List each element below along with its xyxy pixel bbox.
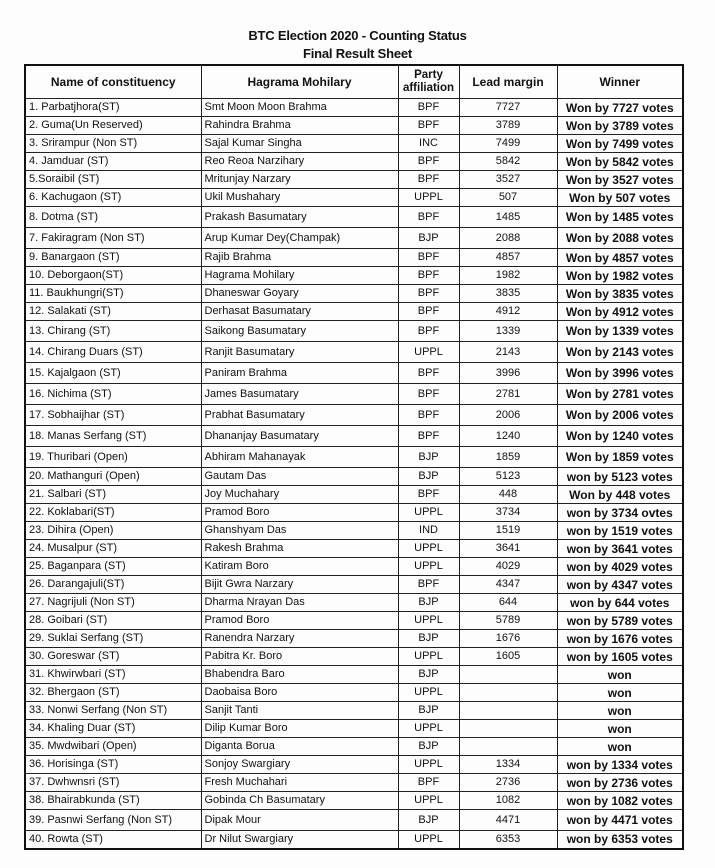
constituency-cell: 4. Jamduar (ST): [25, 153, 201, 171]
sheet-title: BTC Election 2020 - Counting Status: [248, 28, 467, 43]
winner-cell: Won by 3835 votes: [557, 285, 683, 303]
lead-margin-cell: 4471: [459, 810, 557, 831]
candidate-cell: Katiram Boro: [201, 558, 398, 576]
constituency-cell: 1. Parbatjhora(ST): [25, 99, 201, 117]
table-row: [25, 486, 683, 504]
table-row: [25, 504, 683, 522]
table-row: [25, 426, 683, 447]
header-constituency: Name of constituency: [25, 65, 201, 99]
candidate-cell: James Basumatary: [201, 384, 398, 405]
table-row: [25, 117, 683, 135]
candidate-cell: Bijit Gwra Narzary: [201, 576, 398, 594]
constituency-cell: 18. Manas Serfang (ST): [25, 426, 201, 447]
candidate-cell: Ghanshyam Das: [201, 522, 398, 540]
winner-cell: Won by 448 votes: [557, 486, 683, 504]
party-cell: BPF: [398, 171, 459, 189]
lead-margin-cell: 507: [459, 189, 557, 207]
candidate-cell: Abhiram Mahanayak: [201, 447, 398, 468]
constituency-cell: 35. Mwdwibari (Open): [25, 738, 201, 756]
candidate-cell: Ukil Mushahary: [201, 189, 398, 207]
candidate-cell: Hagrama Mohilary: [201, 267, 398, 285]
lead-margin-cell: 1334: [459, 756, 557, 774]
constituency-cell: 14. Chirang Duars (ST): [25, 342, 201, 363]
sheet-subtitle: Final Result Sheet: [302, 46, 413, 61]
lead-margin-cell: 3835: [459, 285, 557, 303]
constituency-cell: 12. Salakati (ST): [25, 303, 201, 321]
table-row: [25, 303, 683, 321]
table-row: [25, 468, 683, 486]
table-row: [25, 792, 683, 810]
party-cell: BPF: [398, 486, 459, 504]
candidate-cell: Dhaneswar Goyary: [201, 285, 398, 303]
party-cell: UPPL: [398, 720, 459, 738]
party-cell: BJP: [398, 738, 459, 756]
candidate-cell: Rajib Brahma: [201, 249, 398, 267]
constituency-cell: 17. Sobhaijhar (ST): [25, 405, 201, 426]
header-party: Party affiliation: [398, 65, 459, 99]
candidate-cell: Ranjit Basumatary: [201, 342, 398, 363]
constituency-cell: 11. Baukhungri(ST): [25, 285, 201, 303]
table-row: [25, 207, 683, 228]
lead-margin-cell: 2006: [459, 405, 557, 426]
lead-margin-cell: 448: [459, 486, 557, 504]
constituency-cell: 37. Dwhwnsri (ST): [25, 774, 201, 792]
winner-cell: Won by 1859 votes: [557, 447, 683, 468]
party-cell: BJP: [398, 810, 459, 831]
party-cell: BPF: [398, 267, 459, 285]
party-cell: UPPL: [398, 558, 459, 576]
lead-margin-cell: 1676: [459, 630, 557, 648]
table-row: [25, 810, 683, 831]
candidate-cell: Ranendra Narzary: [201, 630, 398, 648]
candidate-cell: Sonjoy Swargiary: [201, 756, 398, 774]
lead-margin-cell: 1082: [459, 792, 557, 810]
winner-cell: Won by 4912 votes: [557, 303, 683, 321]
candidate-cell: Joy Muchahary: [201, 486, 398, 504]
party-cell: BPF: [398, 426, 459, 447]
lead-margin-cell: 6353: [459, 831, 557, 849]
constituency-cell: 29. Suklai Serfang (ST): [25, 630, 201, 648]
table-row: [25, 522, 683, 540]
candidate-cell: Sajal Kumar Singha: [201, 135, 398, 153]
winner-cell: won: [557, 666, 683, 684]
party-cell: INC: [398, 135, 459, 153]
constituency-cell: 3. Srirampur (Non ST): [25, 135, 201, 153]
lead-margin-cell: 3996: [459, 363, 557, 384]
winner-cell: Won by 1339 votes: [557, 321, 683, 342]
candidate-cell: Rahindra Brahma: [201, 117, 398, 135]
lead-margin-cell: 4912: [459, 303, 557, 321]
winner-cell: Won by 5842 votes: [557, 153, 683, 171]
table-row: [25, 720, 683, 738]
constituency-cell: 10. Deborgaon(ST): [25, 267, 201, 285]
party-cell: UPPL: [398, 648, 459, 666]
candidate-cell: Dhananjay Basumatary: [201, 426, 398, 447]
winner-cell: Won by 4857 votes: [557, 249, 683, 267]
party-cell: UPPL: [398, 504, 459, 522]
lead-margin-cell: [459, 666, 557, 684]
table-row: [25, 612, 683, 630]
winner-cell: won by 4471 votes: [557, 810, 683, 831]
constituency-cell: 28. Goibari (ST): [25, 612, 201, 630]
table-row: [25, 189, 683, 207]
lead-margin-cell: 7499: [459, 135, 557, 153]
table-row: [25, 594, 683, 612]
winner-cell: Won by 7727 votes: [557, 99, 683, 117]
party-cell: UPPL: [398, 792, 459, 810]
party-cell: BJP: [398, 228, 459, 249]
table-row: [25, 267, 683, 285]
lead-margin-cell: 3734: [459, 504, 557, 522]
winner-cell: won by 644 votes: [557, 594, 683, 612]
candidate-cell: Mritunjay Narzary: [201, 171, 398, 189]
winner-cell: Won by 507 votes: [557, 189, 683, 207]
results-table: [24, 64, 684, 850]
header-lead-margin: Lead margin: [459, 65, 557, 99]
winner-cell: Won by 2088 votes: [557, 228, 683, 249]
winner-cell: won: [557, 684, 683, 702]
constituency-cell: 24. Musalpur (ST): [25, 540, 201, 558]
constituency-cell: 9. Banargaon (ST): [25, 249, 201, 267]
constituency-cell: 22. Koklabari(ST): [25, 504, 201, 522]
table-row: [25, 363, 683, 384]
winner-cell: Won by 3996 votes: [557, 363, 683, 384]
table-row: [25, 342, 683, 363]
lead-margin-cell: 1982: [459, 267, 557, 285]
party-cell: BPF: [398, 207, 459, 228]
winner-cell: Won by 1240 votes: [557, 426, 683, 447]
party-cell: UPPL: [398, 831, 459, 849]
lead-margin-cell: 3527: [459, 171, 557, 189]
table-row: [25, 228, 683, 249]
candidate-cell: Pabitra Kr. Boro: [201, 648, 398, 666]
lead-margin-cell: 5789: [459, 612, 557, 630]
table-row: [25, 576, 683, 594]
lead-margin-cell: 7727: [459, 99, 557, 117]
winner-cell: won by 2736 votes: [557, 774, 683, 792]
party-cell: BJP: [398, 468, 459, 486]
table-row: [25, 249, 683, 267]
table-row: [25, 831, 683, 849]
table-row: [25, 153, 683, 171]
party-cell: UPPL: [398, 756, 459, 774]
constituency-cell: 32. Bhergaon (ST): [25, 684, 201, 702]
lead-margin-cell: [459, 702, 557, 720]
party-cell: BJP: [398, 594, 459, 612]
lead-margin-cell: 644: [459, 594, 557, 612]
candidate-cell: Saikong Basumatary: [201, 321, 398, 342]
lead-margin-cell: 1519: [459, 522, 557, 540]
party-cell: UPPL: [398, 342, 459, 363]
winner-cell: won by 6353 votes: [557, 831, 683, 849]
candidate-cell: Dilip Kumar Boro: [201, 720, 398, 738]
table-row: [25, 135, 683, 153]
constituency-cell: 15. Kajalgaon (ST): [25, 363, 201, 384]
table-row: [25, 666, 683, 684]
lead-margin-cell: 5842: [459, 153, 557, 171]
lead-margin-cell: 3789: [459, 117, 557, 135]
constituency-cell: 2. Guma(Un Reserved): [25, 117, 201, 135]
candidate-cell: Dr Nilut Swargiary: [201, 831, 398, 849]
lead-margin-cell: 2781: [459, 384, 557, 405]
candidate-cell: Dharma Nrayan Das: [201, 594, 398, 612]
winner-cell: Won by 7499 votes: [557, 135, 683, 153]
lead-margin-cell: [459, 720, 557, 738]
constituency-cell: 31. Khwirwbari (ST): [25, 666, 201, 684]
header-row: [25, 65, 683, 99]
winner-cell: won by 4029 votes: [557, 558, 683, 576]
lead-margin-cell: 1485: [459, 207, 557, 228]
candidate-cell: Gautam Das: [201, 468, 398, 486]
candidate-cell: Arup Kumar Dey(Champak): [201, 228, 398, 249]
candidate-cell: Reo Reoa Narzihary: [201, 153, 398, 171]
party-cell: IND: [398, 522, 459, 540]
party-cell: BJP: [398, 447, 459, 468]
winner-cell: won by 1676 votes: [557, 630, 683, 648]
party-cell: UPPL: [398, 684, 459, 702]
winner-cell: won by 1519 votes: [557, 522, 683, 540]
lead-margin-cell: 4857: [459, 249, 557, 267]
table-row: [25, 684, 683, 702]
candidate-cell: Sanjit Tanti: [201, 702, 398, 720]
winner-cell: Won by 2143 votes: [557, 342, 683, 363]
party-cell: BPF: [398, 303, 459, 321]
winner-cell: won by 4347 votes: [557, 576, 683, 594]
table-row: [25, 285, 683, 303]
constituency-cell: 40. Rowta (ST): [25, 831, 201, 849]
candidate-cell: Dipak Mour: [201, 810, 398, 831]
table-row: [25, 702, 683, 720]
table-row: [25, 447, 683, 468]
lead-margin-cell: 2143: [459, 342, 557, 363]
lead-margin-cell: 2736: [459, 774, 557, 792]
table-row: [25, 171, 683, 189]
lead-margin-cell: [459, 738, 557, 756]
table-row: [25, 774, 683, 792]
party-cell: BPF: [398, 363, 459, 384]
lead-margin-cell: 1859: [459, 447, 557, 468]
party-cell: BPF: [398, 117, 459, 135]
constituency-cell: 5.Soraibil (ST): [25, 171, 201, 189]
lead-margin-cell: 3641: [459, 540, 557, 558]
constituency-cell: 36. Horisinga (ST): [25, 756, 201, 774]
constituency-cell: 38. Bhairabkunda (ST): [25, 792, 201, 810]
party-cell: UPPL: [398, 540, 459, 558]
party-cell: BJP: [398, 702, 459, 720]
table-row: [25, 756, 683, 774]
winner-cell: Won by 3527 votes: [557, 171, 683, 189]
lead-margin-cell: 1605: [459, 648, 557, 666]
party-cell: BPF: [398, 384, 459, 405]
table-row: [25, 648, 683, 666]
results-body: [25, 99, 683, 849]
winner-cell: won: [557, 720, 683, 738]
lead-margin-cell: 5123: [459, 468, 557, 486]
party-cell: BJP: [398, 666, 459, 684]
party-cell: BPF: [398, 321, 459, 342]
winner-cell: won by 3641 votes: [557, 540, 683, 558]
constituency-cell: 7. Fakiragram (Non ST): [25, 228, 201, 249]
constituency-cell: 23. Dihira (Open): [25, 522, 201, 540]
table-row: [25, 405, 683, 426]
constituency-cell: 13. Chirang (ST): [25, 321, 201, 342]
header-winner: Winner: [557, 65, 683, 99]
winner-cell: Won by 3789 votes: [557, 117, 683, 135]
lead-margin-cell: 2088: [459, 228, 557, 249]
lead-margin-cell: 1240: [459, 426, 557, 447]
winner-cell: won: [557, 738, 683, 756]
party-cell: UPPL: [398, 612, 459, 630]
table-row: [25, 540, 683, 558]
candidate-cell: Prakash Basumatary: [201, 207, 398, 228]
lead-margin-cell: 4029: [459, 558, 557, 576]
constituency-cell: 25. Baganpara (ST): [25, 558, 201, 576]
constituency-cell: 8. Dotma (ST): [25, 207, 201, 228]
constituency-cell: 33. Nonwi Serfang (Non ST): [25, 702, 201, 720]
candidate-cell: Prabhat Basumatary: [201, 405, 398, 426]
winner-cell: Won by 1485 votes: [557, 207, 683, 228]
party-cell: BPF: [398, 99, 459, 117]
table-row: [25, 321, 683, 342]
candidate-cell: Rakesh Brahma: [201, 540, 398, 558]
candidate-cell: Fresh Muchahari: [201, 774, 398, 792]
candidate-cell: Pramod Boro: [201, 612, 398, 630]
party-cell: BPF: [398, 249, 459, 267]
table-row: [25, 99, 683, 117]
table-row: [25, 738, 683, 756]
candidate-cell: Pramod Boro: [201, 504, 398, 522]
constituency-cell: 6. Kachugaon (ST): [25, 189, 201, 207]
lead-margin-cell: 4347: [459, 576, 557, 594]
winner-cell: won by 1334 votes: [557, 756, 683, 774]
constituency-cell: 21. Salbari (ST): [25, 486, 201, 504]
party-cell: BPF: [398, 576, 459, 594]
constituency-cell: 16. Nichima (ST): [25, 384, 201, 405]
table-row: [25, 558, 683, 576]
candidate-cell: Smt Moon Moon Brahma: [201, 99, 398, 117]
candidate-cell: Daobaisa Boro: [201, 684, 398, 702]
candidate-cell: Derhasat Basumatary: [201, 303, 398, 321]
header-candidate: Hagrama Mohilary: [201, 65, 398, 99]
candidate-cell: Gobinda Ch Basumatary: [201, 792, 398, 810]
party-cell: BPF: [398, 774, 459, 792]
constituency-cell: 20. Mathanguri (Open): [25, 468, 201, 486]
winner-cell: won: [557, 702, 683, 720]
candidate-cell: Bhabendra Baro: [201, 666, 398, 684]
constituency-cell: 19. Thuribari (Open): [25, 447, 201, 468]
constituency-cell: 27. Nagrijuli (Non ST): [25, 594, 201, 612]
constituency-cell: 34. Khaling Duar (ST): [25, 720, 201, 738]
lead-margin-cell: [459, 684, 557, 702]
winner-cell: won by 5789 votes: [557, 612, 683, 630]
party-cell: BPF: [398, 153, 459, 171]
constituency-cell: 26. Darangajuli(ST): [25, 576, 201, 594]
lead-margin-cell: 1339: [459, 321, 557, 342]
candidate-cell: Paniram Brahma: [201, 363, 398, 384]
winner-cell: Won by 2781 votes: [557, 384, 683, 405]
winner-cell: Won by 2006 votes: [557, 405, 683, 426]
winner-cell: won by 3734 ovtes: [557, 504, 683, 522]
winner-cell: won by 1605 votes: [557, 648, 683, 666]
party-cell: BPF: [398, 285, 459, 303]
winner-cell: Won by 1982 votes: [557, 267, 683, 285]
party-cell: BPF: [398, 405, 459, 426]
constituency-cell: 30. Goreswar (ST): [25, 648, 201, 666]
party-cell: UPPL: [398, 189, 459, 207]
candidate-cell: Diganta Borua: [201, 738, 398, 756]
table-row: [25, 384, 683, 405]
winner-cell: won by 1082 votes: [557, 792, 683, 810]
table-row: [25, 630, 683, 648]
constituency-cell: 39. Pasnwi Serfang (Non ST): [25, 810, 201, 831]
party-cell: BJP: [398, 630, 459, 648]
winner-cell: won by 5123 votes: [557, 468, 683, 486]
